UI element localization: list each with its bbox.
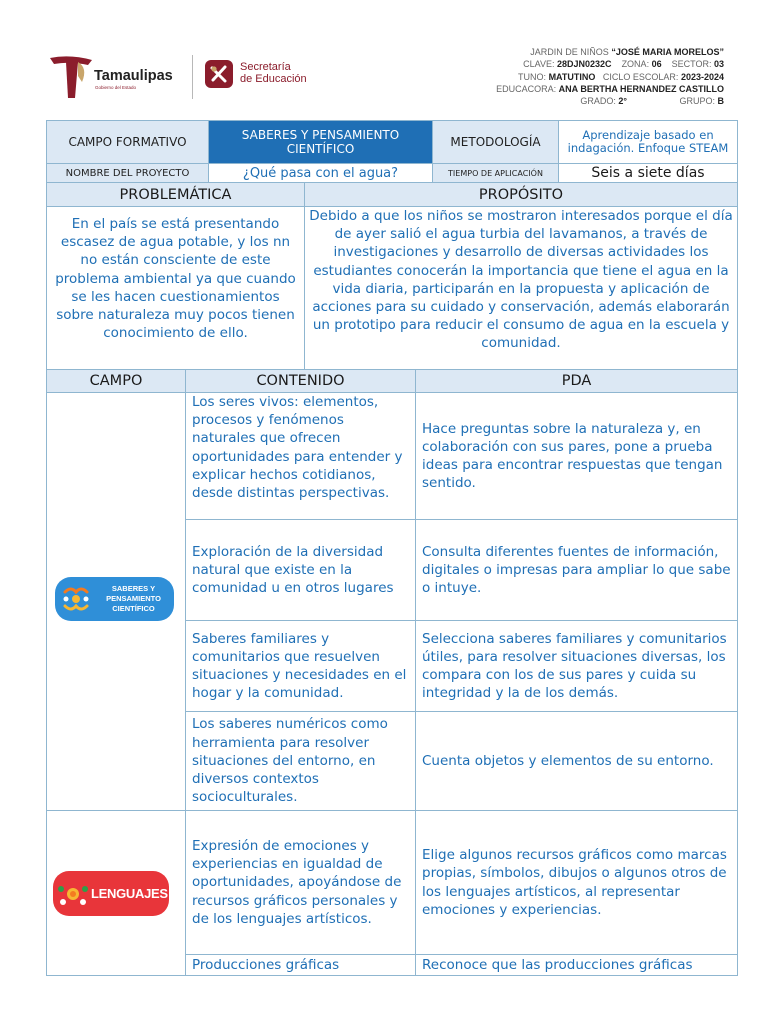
contenido-row-5: Expresión de emociones y experiencias en igualdad de oportunidades, apoyándose de recursos gráficos personales y de los lenguajes artísticos. [185, 810, 416, 955]
campo-formativo-label: CAMPO FORMATIVO [46, 120, 209, 164]
tiempo-label: TIEMPO DE APLICACIÓN [432, 163, 559, 183]
pda-header: PDA [415, 369, 738, 393]
proyecto-label: NOMBRE DEL PROYECTO [46, 163, 209, 183]
tiempo-value: Seis a siete días [558, 163, 738, 183]
lenguajes-badge-label: LENGUAJES [91, 886, 168, 901]
contenido-row-4: Los saberes numéricos como herramienta para resolver situaciones del entorno, en diversos contextos socioculturales. [185, 711, 416, 811]
jardin-name: “JOSÉ MARIA MORELOS” [611, 47, 724, 57]
turno-value: MATUTINO [548, 71, 596, 82]
logo-divider [192, 55, 193, 99]
campo-cell-saberes [46, 392, 186, 811]
secretaria-emblem-icon [205, 60, 233, 88]
ciclo-label: CICLO ESCOLAR: [602, 71, 679, 82]
secretaria-logo [205, 58, 335, 94]
zona-label: ZONA: [621, 59, 650, 70]
educadora-value: ANA BERTHA HERNANDEZ CASTILLO [558, 83, 724, 94]
metodologia-label: METODOLOGÍA [432, 120, 559, 164]
sector-label: SECTOR: [671, 59, 712, 70]
metodologia-value: Aprendizaje basado en indagación. Enfoque STEAM [558, 120, 738, 164]
proposito-text: Debido a que los niños se mostraron interesados porque el día de ayer salió el agua turbia del lavamanos, a través de investigaciones y desarrollo de diversas actividades los estudiantes conocerán la importancia que tiene el agua en la vida diaria, participarán en la propuesta y aplicación de acciones para su cuidado y conservación, además elaborarán un prototipo para reducir el consumo de agua en la escuela y comunidad. [304, 206, 738, 370]
gobierno-text: Gobierno del Estado [95, 85, 137, 90]
grupo-label: GRUPO: [679, 96, 715, 107]
contenido-row-3: Saberes familiares y comunitarios que resuelven situaciones y necesidades en el hogar y la comunidad. [185, 620, 416, 712]
pda-row-1: Hace preguntas sobre la naturaleza y, en colaboración con sus pares, pone a prueba ideas para encontrar respuestas que tengan sentido. [415, 392, 738, 520]
contenido-row-2: Exploración de la diversidad natural que existe en la comunidad u en otros lugares [185, 519, 416, 621]
pda-row-5: Elige algunos recursos gráficos como marcas propias, símbolos, dibujos o algunos otros de los lenguajes artísticos, al representar emociones y experiencias. [415, 810, 738, 955]
zona-value: 06 [651, 59, 662, 70]
campo-formativo-value: SABERES Y PENSAMIENTO CIENTÍFICO [208, 120, 433, 164]
campo-cell-lenguajes [46, 810, 186, 976]
pda-row-2: Consulta diferentes fuentes de información, digitales o impresas para ampliar lo que sabe o intuye. [415, 519, 738, 621]
contenido-row-6: Producciones gráficas [185, 954, 416, 976]
pda-row-3: Selecciona saberes familiares y comunitarios útiles, para resolver situaciones diversas, los compara con los de sus pares y cuida su integridad y la de los demás. [415, 620, 738, 712]
campo-header: CAMPO [46, 369, 186, 393]
proyecto-value: ¿Qué pasa con el agua? [208, 163, 433, 183]
pda-row-6: Reconoce que las producciones gráficas [415, 954, 738, 976]
saberes-badge-line3: CIENTÍFICO [112, 604, 155, 613]
grado-label: GRADO: [580, 96, 616, 107]
clave-label: CLAVE: [523, 59, 555, 70]
lenguajes-emblem-icon [55, 878, 91, 910]
contenido-header: CONTENIDO [185, 369, 416, 393]
secretaria-line1: Secretaría [240, 61, 291, 73]
turno-label: TUNO: [518, 71, 547, 82]
saberes-badge [55, 577, 174, 621]
school-info [424, 46, 724, 107]
saberes-emblem-icon [59, 582, 93, 616]
problematica-header: PROBLEMÁTICA [46, 182, 305, 207]
sector-value: 03 [713, 59, 724, 70]
grado-value: 2° [618, 96, 627, 107]
contenido-row-1: Los seres vivos: elementos, procesos y fenómenos naturales que ofrecen oportunidades para entender y explicar hechos cotidianos, desde distintas perspectivas. [185, 392, 416, 520]
pda-row-4: Cuenta objetos y elementos de su entorno. [415, 711, 738, 811]
saberes-badge-line1: SABERES Y [111, 584, 156, 593]
saberes-badge-line2: PENSAMIENTO [106, 594, 161, 603]
educadora-label: EDUCACORA: [496, 83, 557, 94]
proposito-header: PROPÓSITO [304, 182, 738, 207]
lenguajes-badge [53, 871, 169, 916]
ciclo-value: 2023-2024 [680, 71, 724, 82]
tamaulipas-text: Tamaulipas [94, 68, 173, 84]
grupo-value: B [717, 96, 724, 107]
secretaria-line2: de Educación [240, 73, 307, 85]
problematica-text: En el país se está presentando escasez de agua potable, y los nn no están consciente de este problema ambiental ya que cuando se les hacen cuestionamientos sobre naturaleza muy pocos tienen conocimiento de ello. [46, 206, 305, 370]
clave-value: 28DJN0232C [557, 59, 612, 70]
jardin-label: JARDIN DE NIÑOS [530, 47, 609, 57]
tamaulipas-logo [48, 52, 198, 102]
